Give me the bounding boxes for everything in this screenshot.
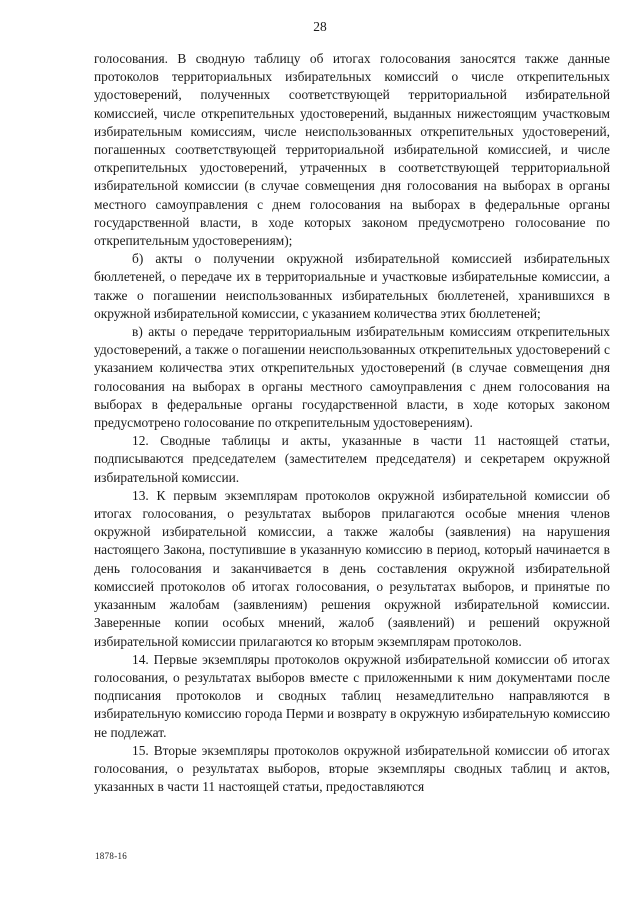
- paragraph-part-12: 12. Сводные таблицы и акты, указанные в части 11 настоящей статьи, подписываются председателем (заместителем председателя) и секретарем окружной избирательной комиссии.: [94, 433, 610, 485]
- page-number: 28: [313, 19, 327, 34]
- paragraph-item-b: б) акты о получении окружной избирательной комиссией избирательных бюллетеней, о передаче их в территориальные и участковые избирательные комиссии, а также о погашении неиспользованных избирательных бюллетеней, хранившихся в окружной избирательной комиссии, с указанием количества этих бюллетеней;: [94, 251, 610, 321]
- paragraph-item-v: в) акты о передаче территориальным избирательным комиссиям открепительных удостоверений, а также о погашении неиспользованных открепительных удостоверений с указанием количества этих открепительных удостоверений (в случае совмещения дня голосования на выборах в органы местного самоуправления с днем голосования на выборах в федеральные органы государственной власти, в ходе которых законом предусмотрено голосование по открепительным удостоверениям).: [94, 324, 610, 431]
- document-body: [94, 50, 610, 796]
- paragraph-part-14: 14. Первые экземпляры протоколов окружной избирательной комиссии об итогах голосования, о результатах выборов вместе с приложенными к ним документами после подписания протоколов и сводных таблиц незамедлительно направляются в избирательную комиссию города Перми и возврату в окружную избирательную комиссию не подлежат.: [94, 651, 610, 740]
- paragraph-part-13: 13. К первым экземплярам протоколов окружной избирательной комиссии об итогах голосования, о результатах выборов прилагаются особые мнения членов окружной избирательной комиссии, а также жалобы (заявления) на нарушения настоящего Закона, поступившие в указанную комиссию в период, который начинается в день голосования и заканчивается в день составления окружной избирательной комиссией протоколов об итогах голосования, о результатах выборов, и принятые по указанным жалобам (заявлениям) решения окружной избирательной комиссии. Заверенные копии особых мнений, жалоб (заявлений) и решений окружной избирательной комиссии прилагаются ко вторым экземплярам протоколов.: [94, 487, 610, 649]
- paragraph-part-15: 15. Вторые экземпляры протоколов окружной избирательной комиссии об итогах голосования, о результатах выборов, вторые экземпляры сводных таблиц и актов, указанных в части 11 настоящей статьи, предоставляются: [94, 742, 610, 795]
- paragraph-continuation: голосования. В сводную таблицу об итогах голосования заносятся также данные протоколов территориальных избирательных комиссий о числе открепительных удостоверений, полученных соответствующей территориальной избирательной комиссией, числе открепительных удостоверений, выданных нижестоящим участковым избирательным комиссиям, числе неиспользованных открепительных удостоверений, погашенных соответствующей территориальной избирательной комиссией, и числе открепительных удостоверений, утраченных в соответствующей территориальной избирательной комиссии (в случае совмещения дня голосования на выборах в органы местного самоуправления с днем голосования на выборах в федеральные органы государственной власти, в ходе которых законом предусмотрено голосование по открепительным удостоверениям);: [94, 51, 610, 249]
- document-code: 1878-16: [95, 851, 128, 861]
